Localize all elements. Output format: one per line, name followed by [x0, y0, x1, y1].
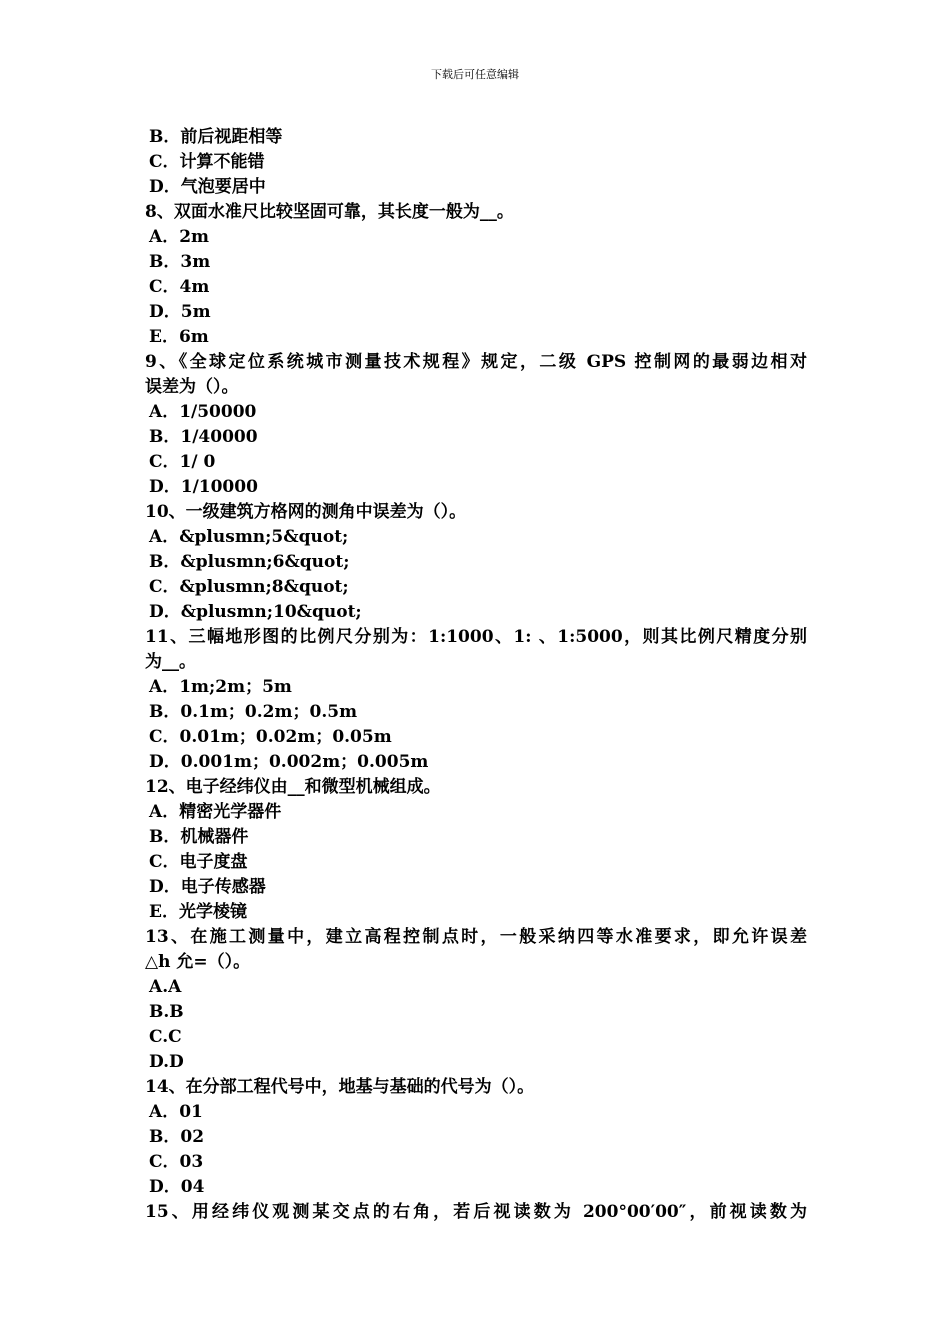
answer-option: B．3m [149, 252, 211, 272]
answer-option: C．1/ 0 [149, 452, 216, 472]
question-text: 15、用经纬仪观测某交点的右角，若后视读数为 200°00′00″，前视读数为 [145, 1202, 807, 1222]
question-text: △h 允=（）。 [145, 952, 251, 972]
answer-option: B．前后视距相等 [149, 127, 283, 147]
page-header: 下载后可任意编辑 [431, 68, 519, 81]
answer-option: E．光学棱镜 [149, 902, 247, 922]
answer-option: C．0.01m；0.02m；0.05m [149, 727, 392, 747]
answer-option: B．02 [149, 1127, 205, 1147]
document-body [145, 125, 807, 1225]
answer-option: E．6m [149, 327, 209, 347]
answer-option: A．2m [149, 227, 210, 247]
answer-option: D．&plusmn;10&quot; [149, 602, 362, 622]
answer-option: D．电子传感器 [149, 877, 266, 897]
question-text: 误差为（）。 [145, 377, 239, 397]
answer-option: B．1/40000 [149, 427, 258, 447]
answer-option: A．1m;2m；5m [149, 677, 292, 697]
answer-option: C．电子度盘 [149, 852, 248, 872]
question-text: 13、在施工测量中，建立高程控制点时，一般采纳四等水准要求，即允许误差 [145, 927, 807, 947]
answer-option: C．计算不能错 [149, 152, 265, 172]
answer-option: A．精密光学器件 [149, 802, 282, 822]
question-text: 9、《全球定位系统城市测量技术规程》规定，二级 GPS 控制网的最弱边相对 [145, 352, 807, 372]
answer-option: D．04 [149, 1177, 205, 1197]
question-text: 11、三幅地形图的比例尺分别为：1:1000、1: 、1:5000，则其比例尺精度分别 [145, 627, 807, 647]
answer-option: C．4m [149, 277, 210, 297]
answer-option: B．机械器件 [149, 827, 249, 847]
answer-option: D．0.001m；0.002m；0.005m [149, 752, 429, 772]
question-text: 8、双面水准尺比较坚固可靠，其长度一般为__。 [145, 202, 514, 222]
question-text: 14、在分部工程代号中，地基与基础的代号为（）。 [145, 1077, 535, 1097]
answer-option: B．&plusmn;6&quot; [149, 552, 350, 572]
answer-option: A.A [149, 977, 182, 997]
answer-option: D．1/10000 [149, 477, 258, 497]
answer-option: A．&plusmn;5&quot; [149, 527, 349, 547]
answer-option: D.D [149, 1052, 184, 1072]
answer-option: D．气泡要居中 [149, 177, 266, 197]
question-text: 为__。 [145, 652, 196, 672]
answer-option: B.B [149, 1002, 184, 1022]
answer-option: D．5m [149, 302, 211, 322]
answer-option: A．1/50000 [149, 402, 257, 422]
question-text: 10、一级建筑方格网的测角中误差为（）。 [145, 502, 467, 522]
answer-option: C．03 [149, 1152, 204, 1172]
answer-option: C.C [149, 1027, 182, 1047]
answer-option: B．0.1m；0.2m；0.5m [149, 702, 358, 722]
answer-option: A．01 [149, 1102, 203, 1122]
question-text: 12、电子经纬仪由__和微型机械组成。 [145, 777, 441, 797]
answer-option: C．&plusmn;8&quot; [149, 577, 349, 597]
